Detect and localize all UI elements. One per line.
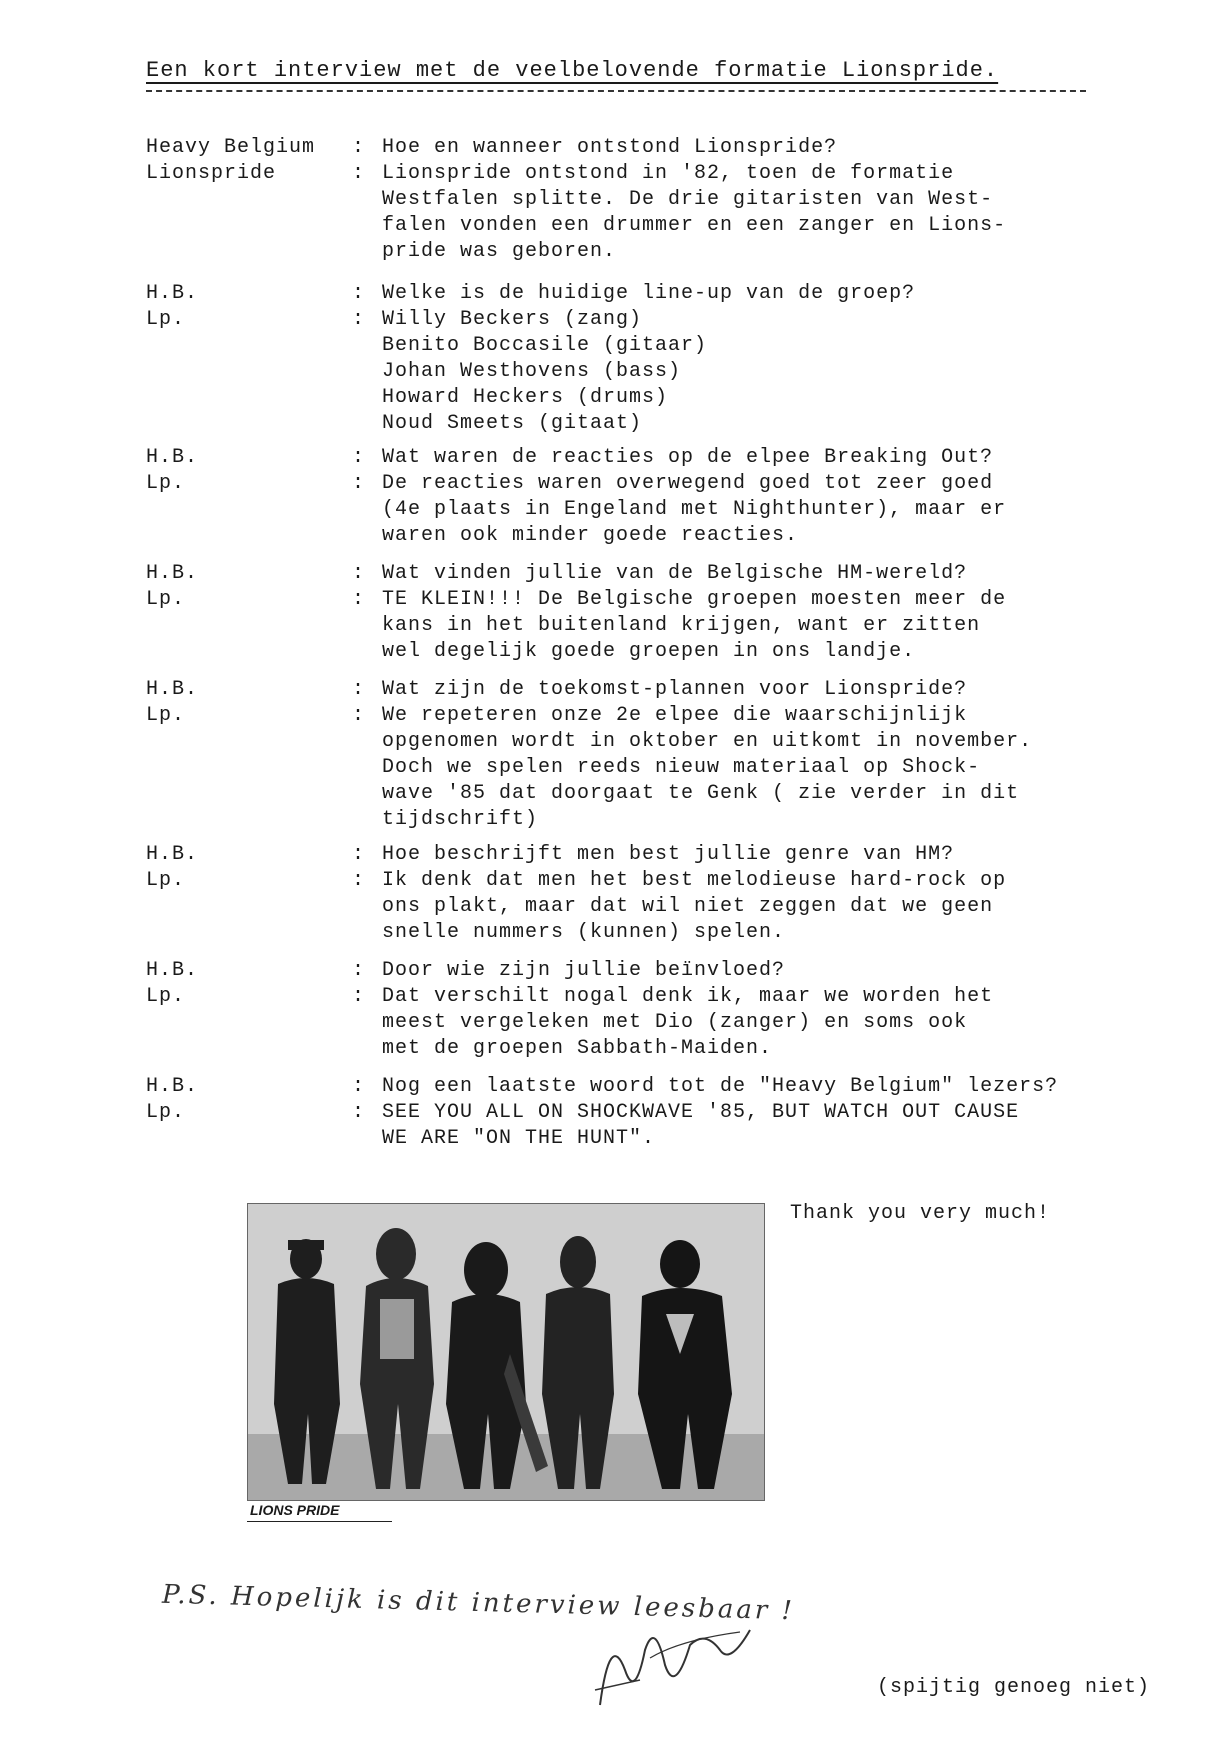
speaker-colon: : [352,959,366,982]
line-text: Wat zijn de toekomst-plannen voor Lionspride? [382,678,968,701]
line-text: Welke is de huidige line-up van de groep? [382,282,916,305]
qa-line [146,782,1146,808]
speaker-label: H.B. [146,282,199,305]
line-text: Johan Westhovens (bass) [382,360,682,383]
handwritten-signature [580,1610,760,1720]
qa-line [146,360,1146,386]
qa-line [146,985,1146,1011]
line-text: meest vergeleken met Dio (zanger) en soms ook [382,1011,968,1034]
speaker-colon: : [352,704,366,727]
line-text: Door wie zijn jullie beïnvloed? [382,959,786,982]
speaker-label: Lp. [146,308,186,331]
qa-line [146,136,1146,162]
line-text: opgenomen wordt in oktober en uitkomt in november. [382,730,1033,753]
speaker-label: H.B. [146,446,199,469]
line-text: ons plakt, maar dat wil niet zeggen dat we geen [382,895,994,918]
qa-line [146,498,1146,524]
speaker-colon: : [352,446,366,469]
line-text: Westfalen splitte. De drie gitaristen van West- [382,188,994,211]
line-text: De reacties waren overwegend goed tot zeer goed [382,472,994,495]
band-photo [247,1203,765,1501]
photo-caption: LIONS PRIDE [250,1502,340,1518]
qa-line [146,895,1146,921]
speaker-label: Lp. [146,1101,186,1124]
speaker-label: Lionspride [146,162,277,185]
qa-line [146,1011,1146,1037]
speaker-label: H.B. [146,562,199,585]
qa-block [146,282,1146,438]
qa-line [146,386,1146,412]
qa-line [146,808,1146,834]
band-photo-illustration [248,1204,764,1500]
line-text: We repeteren onze 2e elpee die waarschijnlijk [382,704,968,727]
line-text: Willy Beckers (zang) [382,308,643,331]
speaker-label: Lp. [146,472,186,495]
speaker-label: Lp. [146,588,186,611]
thank-you-text: Thank you very much! [790,1202,1051,1225]
line-text: kans in het buitenland krijgen, want er zitten [382,614,981,637]
speaker-colon: : [352,472,366,495]
speaker-colon: : [352,843,366,866]
qa-block [146,1075,1146,1153]
speaker-label: H.B. [146,843,199,866]
speaker-label: Heavy Belgium [146,136,316,159]
line-text: (4e plaats in Engeland met Nighthunter), maar er [382,498,1007,521]
qa-line [146,240,1146,266]
qa-line [146,704,1146,730]
qa-line [146,756,1146,782]
line-text: Doch we spelen reeds nieuw materiaal op Shock- [382,756,981,779]
line-text: waren ook minder goede reacties. [382,524,799,547]
line-text: Ik denk dat men het best melodieuse hard-rock op [382,869,1007,892]
qa-block [146,562,1146,666]
speaker-colon: : [352,588,366,611]
speaker-colon: : [352,869,366,892]
line-text: snelle nummers (kunnen) spelen. [382,921,786,944]
speaker-colon: : [352,1101,366,1124]
qa-line [146,730,1146,756]
line-text: tijdschrift) [382,808,539,831]
qa-line [146,588,1146,614]
line-text: wave '85 dat doorgaat te Genk ( zie verder in dit [382,782,1020,805]
qa-line [146,282,1146,308]
qa-line [146,214,1146,240]
line-text: Hoe en wanneer ontstond Lionspride? [382,136,838,159]
line-text: Wat waren de reacties op de elpee Breaking Out? [382,446,994,469]
qa-line [146,1037,1146,1063]
qa-line [146,1075,1146,1101]
line-text: falen vonden een drummer en een zanger en Lions- [382,214,1007,237]
line-text: Nog een laatste woord tot de "Heavy Belgium" lezers? [382,1075,1059,1098]
qa-block [146,843,1146,947]
line-text: Howard Heckers (drums) [382,386,669,409]
title-dashed-underline [146,90,1086,92]
speaker-colon: : [352,678,366,701]
qa-line [146,562,1146,588]
page-title: Een kort interview met de veelbelovende formatie Lionspride. [146,58,999,83]
qa-line [146,446,1146,472]
line-text: wel degelijk goede groepen in ons landje. [382,640,916,663]
qa-block [146,446,1146,550]
qa-block [146,959,1146,1063]
speaker-colon: : [352,282,366,305]
qa-line [146,1127,1146,1153]
speaker-label: Lp. [146,869,186,892]
speaker-colon: : [352,162,366,185]
qa-line [146,1101,1146,1127]
qa-line [146,412,1146,438]
line-text: Benito Boccasile (gitaar) [382,334,708,357]
speaker-colon: : [352,308,366,331]
qa-line [146,959,1146,985]
qa-line [146,188,1146,214]
qa-block [146,136,1146,266]
qa-line [146,640,1146,666]
speaker-label: Lp. [146,985,186,1008]
speaker-label: H.B. [146,1075,199,1098]
qa-block [146,678,1146,834]
line-text: pride was geboren. [382,240,617,263]
qa-line [146,921,1146,947]
qa-line [146,678,1146,704]
qa-line [146,162,1146,188]
line-text: SEE YOU ALL ON SHOCKWAVE '85, BUT WATCH OUT CAUSE [382,1101,1020,1124]
qa-line [146,308,1146,334]
speaker-label: H.B. [146,959,199,982]
line-text: met de groepen Sabbath-Maiden. [382,1037,773,1060]
caption-underline [247,1521,392,1522]
qa-line [146,524,1146,550]
line-text: Hoe beschrijft men best jullie genre van HM? [382,843,955,866]
line-text: Dat verschilt nogal denk ik, maar we worden het [382,985,994,1008]
qa-line [146,614,1146,640]
speaker-colon: : [352,562,366,585]
closing-note: (spijtig genoeg niet) [877,1676,1151,1699]
qa-line [146,843,1146,869]
qa-line [146,869,1146,895]
line-text: TE KLEIN!!! De Belgische groepen moesten meer de [382,588,1007,611]
speaker-label: H.B. [146,678,199,701]
speaker-label: Lp. [146,704,186,727]
handwritten-note: P.S. Hopelijk is dit interview leesbaar ! [161,1579,796,1627]
speaker-colon: : [352,136,366,159]
speaker-colon: : [352,1075,366,1098]
line-text: Noud Smeets (gitaat) [382,412,643,435]
qa-line [146,472,1146,498]
line-text: Wat vinden jullie van de Belgische HM-wereld? [382,562,968,585]
line-text: Lionspride ontstond in '82, toen de formatie [382,162,955,185]
qa-line [146,334,1146,360]
speaker-colon: : [352,985,366,1008]
line-text: WE ARE "ON THE HUNT". [382,1127,656,1150]
